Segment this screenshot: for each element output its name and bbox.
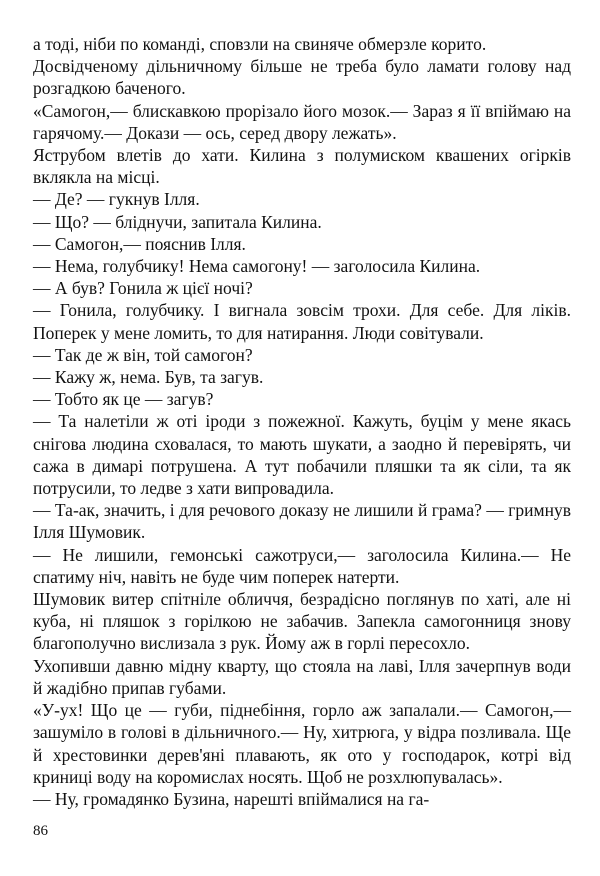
page-number: 86 bbox=[33, 823, 48, 839]
paragraph: а тоді, ніби по команді, сповзли на свиняче обмерзле корито. bbox=[33, 34, 487, 54]
dialogue-line: — Гонила, голубчику. І вигнала зовсім трохи. Для себе. Для ліків. Поперек у мене ломить, то для натирання. Люди совітували. bbox=[33, 300, 571, 343]
paragraph: «Самогон,— блискавкою прорізало його мозок.— Зараз я її впіймаю на гарячому.— Докази — ось, серед двору лежать». bbox=[33, 100, 571, 143]
paragraph: Досвідченому дільничному більше не треба було ламати голову над розгадкою баченого. bbox=[33, 56, 571, 99]
dialogue-line: — Так де ж він, той самогон? bbox=[33, 344, 253, 365]
dialogue-line: — Тобто як це — загув? bbox=[33, 389, 214, 410]
dialogue-line: — Та-ак, значить, і для речового доказу не лишили й грама? — гримнув Ілля Шумовик. bbox=[33, 500, 571, 543]
dialogue-line: — Де? — гукнув Ілля. bbox=[33, 189, 200, 210]
dialogue-line: — Та налетіли ж оті іроди з пожежної. Кажуть, буцім у мене якась снігова людина сховалася, то мають шукати, а заодно й перевірять, чи сажа в димарі потрушена. А тут побачили пляшки та як сіли, та як потрусили, то ледве з хати випровадила. bbox=[33, 411, 571, 499]
book-page-text bbox=[33, 33, 571, 810]
dialogue-line: — Нема, голубчику! Нема самогону! — заголосила Килина. bbox=[33, 256, 481, 277]
paragraph: Яструбом влетів до хати. Килина з полумиском квашених огірків вклякла на місці. bbox=[33, 145, 571, 188]
paragraph: «У-ух! Що це — губи, піднебіння, горло аж запалали.— Самогон,— зашуміло в голові в дільничного.— Ну, хитрюга, у відра позливала. Ще й хрестовинки дерев'яні плавають, як ото у господарок, котрі від криниці воду на коромислах носять. Щоб не розхлюпувалась». bbox=[33, 700, 571, 787]
paragraph: Ухопивши давню мідну кварту, що стояла на лаві, Ілля зачерпнув води й жадібно припав губами. bbox=[33, 655, 571, 698]
dialogue-line: — Кажу ж, нема. Був, та загув. bbox=[33, 367, 264, 388]
paragraph: Шумовик витер спітніле обличчя, безрадісно поглянув по хаті, але ні куба, ні пляшок з горілкою не забачив. Запекла самогонниця знову благополучно вислизала з рук. Йому аж в горлі пересохло. bbox=[33, 589, 571, 654]
dialogue-line: — Що? — бліднучи, запитала Килина. bbox=[33, 211, 322, 232]
dialogue-line: — А був? Гонила ж цієї ночі? bbox=[33, 278, 253, 299]
dialogue-line: — Не лишили, гемонські сажотруси,— заголосила Килина.— Не спатиму ніч, навіть не буде чим поперек натерти. bbox=[33, 544, 571, 587]
dialogue-line: — Самогон,— пояснив Ілля. bbox=[33, 233, 246, 254]
dialogue-line: — Ну, громадянко Бузина, нарешті впіймалися на га- bbox=[33, 788, 430, 809]
